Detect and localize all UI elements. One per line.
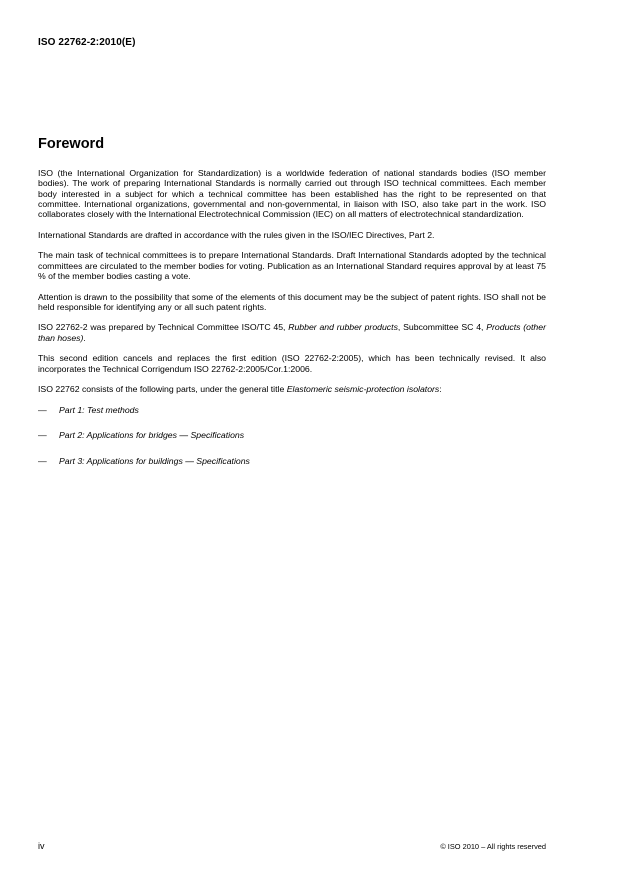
- paragraph-edition: This second edition cancels and replaces the first edition (ISO 22762-2:2005), which has been technically revised. It also incorporates the Technical Corrigendum ISO 22762-2:2005/Cor.1:2006.: [38, 353, 546, 374]
- preparation-text-2: , Subcommittee SC 4,: [397, 322, 487, 333]
- subcommittee-title: Products (other than hoses): [38, 322, 546, 343]
- dash-bullet: —: [38, 404, 47, 415]
- committee-title: Rubber and rubber products: [288, 322, 398, 333]
- list-item-part-3: [38, 456, 546, 466]
- paragraph-parts-intro: [38, 384, 546, 394]
- dash-bullet: —: [38, 430, 47, 441]
- list-item-part-2: [38, 430, 546, 440]
- copyright-notice: © ISO 2010 – All rights reserved: [440, 842, 546, 851]
- paragraph-committee-task: The main task of technical committees is to prepare International Standards. Draft International Standards adopted by the technical committees are circulated to the member bodies for voting. Publication as an International Standard requires approval by at least 75 % of the member bodies casting a vote.: [38, 250, 546, 281]
- document-id: ISO 22762-2:2010(E): [38, 37, 136, 48]
- general-title: Elastomeric seismic-protection isolators: [286, 384, 440, 395]
- paragraph-iso-overview: ISO (the International Organization for Standardization) is a worldwide federation of national standards bodies (ISO member bodies). The work of preparing International Standards is normally carried out through ISO technical committees. Each member body interested in a subject for which a technical committee has been established has the right to be represented on that committee. International organizations, governmental and non-governmental, in liaison with ISO, also take part in the work. ISO collaborates closely with the International Electrotechnical Commission (IEC) on all matters of electrotechnical standardization.: [38, 168, 546, 220]
- part-2-label: Part 2: Applications for bridges — Specifications: [59, 430, 245, 441]
- part-1-label: Part 1: Test methods: [59, 404, 139, 415]
- paragraph-drafting-rules: International Standards are drafted in accordance with the rules given in the ISO/IEC Directives, Part 2.: [38, 229, 435, 240]
- page-title: Foreword: [38, 136, 105, 152]
- parts-intro-colon: :: [439, 384, 442, 395]
- parts-intro-text: ISO 22762 consists of the following parts, under the general title: [38, 384, 287, 395]
- page-number: iv: [38, 841, 45, 851]
- preparation-text-3: .: [83, 332, 86, 343]
- paragraph-preparation: [38, 322, 546, 343]
- preparation-text-1: ISO 22762-2 was prepared by Technical Committee ISO/TC 45,: [38, 322, 289, 333]
- list-item-part-1: [38, 405, 546, 415]
- dash-bullet: —: [38, 455, 47, 466]
- foreword-body: [38, 168, 546, 481]
- paragraph-patent-rights: Attention is drawn to the possibility that some of the elements of this document may be the subject of patent rights. ISO shall not be held responsible for identifying any or all such patent rights.: [38, 291, 546, 312]
- part-3-label: Part 3: Applications for buildings — Specifications: [59, 455, 250, 466]
